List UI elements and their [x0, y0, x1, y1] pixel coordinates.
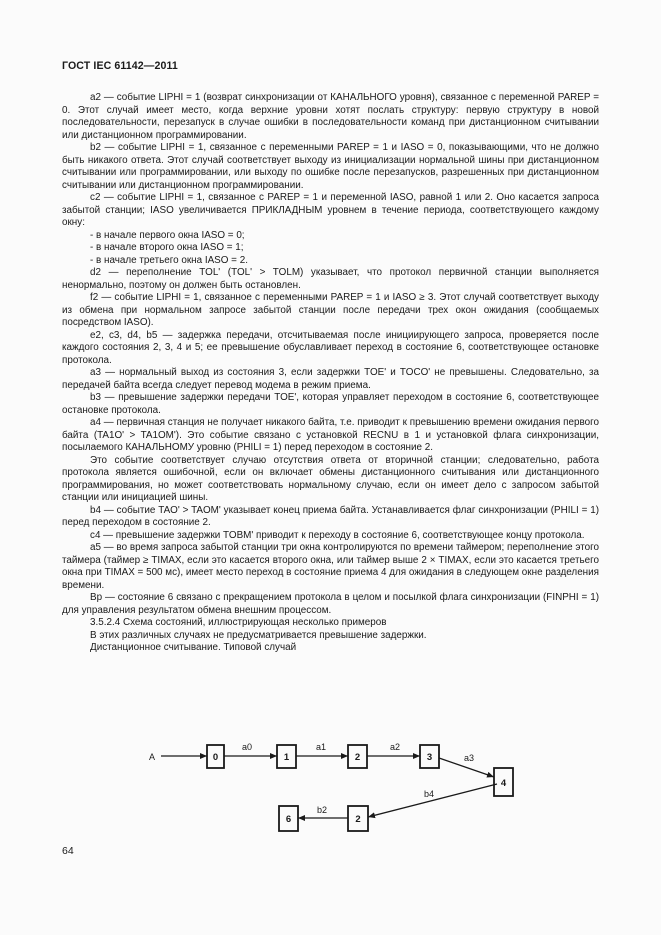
transition-label: a0 — [242, 742, 253, 752]
section-heading: 3.5.2.4 Схема состояний, иллюстрирующая несколько примеров — [90, 617, 387, 628]
list-item: - в начале первого окна IASO = 0; — [90, 229, 245, 241]
state-label: 2 — [354, 752, 361, 763]
document-header: ГОСТ IEC 61142—2011 — [62, 60, 178, 72]
state-label: 0 — [212, 752, 219, 763]
transition-label: b4 — [424, 789, 435, 799]
list-item: - в начале второго окна IASO = 1; — [90, 242, 244, 253]
paragraph-b4: b4 — событие TAO' > TAOM' указывает конец приема байта. Устанавливается флаг синхронизации (PHILI = 1) перед переходом в состояние 2. — [62, 504, 599, 528]
paragraph-a5: a5 — во время запроса забытой станции три окна контролируются по времени таймером; переполнение этого таймера (таймер ≥ TIMAX, если это касается второго окна, или таймер выше 2 × TIMAX, если это касается третьего окна при TIMAX = 500 мс), имеет место переход в состояние приема 4 для ожидания в следующем окне разделения времени. — [62, 542, 599, 591]
transition-label: a1 — [316, 742, 327, 752]
transition-label: a2 — [390, 742, 401, 752]
paragraph-a3: a3 — нормальный выход из состояния 3, если задержки TOE' и TOCO' не превышены. Следовательно, за передачей байта всегда следует перевод модема в режим приема. — [62, 367, 599, 391]
paragraph-c4: c4 — превышение задержки TOBM' приводит к переходу в состояние 6, соответствующее концу протокола. — [90, 529, 585, 541]
paragraph-a2: a2 — событие LIPHI = 1 (возврат синхронизации от КАНАЛЬНОГО уровня), связанное с переменной PAREP = 0. Этот случай имеет место, когда верхние уровни хотят послать структуру: первую структуру в новой последовательности, перезапуск в случае ошибки в последовательности команд при дистанционном считывании или дистанционном программировании. — [62, 92, 599, 141]
paragraph-bp: Bp — состояние 6 связано с прекращением протокола в целом и посылкой флага синхронизации (FINPHI = 1) для управления результатом обмена внешним процессом. — [62, 592, 599, 616]
paragraph-f2: f2 — событие LIPHI = 1, связанное с переменными PAREP = 1 и IASO ≥ 3. Этот случай соответствует выходу из обмена при нормальном запросе забытой станции после передачи трех окон ожидания (сообщаемых посредством IASO). — [62, 292, 599, 328]
paragraph-a4: a4 — первичная станция не получает никакого байта, т.е. приводит к превышению времени ожидания первого байта (TA1O' > TA1OM'). Это событие связано с установкой RECNU в 1 и установкой флага синхронизации, посылаемого КАНАЛЬНОМУ уровню (PHILI = 1) перед переходом в состояние 2. — [62, 417, 599, 453]
state-label: 1 — [283, 752, 290, 763]
transition-label: a3 — [464, 753, 475, 763]
paragraph-a4-note: Это событие соответствует случаю отсутствия ответа от вторичной станции; следовательно, работа протокола является ошибочной, если он включает обмены дистанционного считывания или дистанционного программирования, но может соответствовать нормальному случаю, если он имеет дело с запросом забытой станции или инициацией шины. — [62, 454, 599, 503]
transition-label: b2 — [317, 805, 328, 815]
paragraph-b2: b2 — событие LIPHI = 1, связанное с переменными PAREP = 1 и IASO = 0, показывающими, что не должно быть никакого ответа. Этот случай соответствует выходу из инициализации нормальной шины при дистанционном считывании или программировании, или выходу по ошибке после перезапусков, разрешенных при дистанционном считывании или дистанционном программировании. — [62, 142, 599, 191]
paragraph-b3: b3 — превышение задержки передачи TOE', которая управляет переходом в состояние 6, соответствующее остановке протокола. — [62, 392, 599, 416]
paragraph-c2: c2 — событие LIPHI = 1, связанное с PAREP = 1 и переменной IASO, равной 1 или 2. Оно касается запроса забытой станции; IASO увеличивается ПРИКЛАДНЫМ уровнем в течение периода, соответствующего каждому окну: — [62, 192, 599, 228]
start-label: A — [149, 752, 156, 762]
state-label: 4 — [500, 778, 507, 789]
diagram-caption: Дистанционное считывание. Типовой случай — [90, 642, 297, 653]
list-item: - в начале третьего окна IASO = 2. — [90, 254, 248, 266]
state-label: 3 — [426, 752, 433, 763]
state-label: 2 — [355, 814, 361, 825]
page-number: 64 — [62, 845, 74, 857]
paragraph-e2: e2, c3, d4, b5 — задержка передачи, отсчитываемая после инициирующего запроса, проверяется после каждого состояния 2, 3, 4 и 5; ее превышение обуславливает переход в состояние 6, соответствующее остановке протокола. — [62, 329, 599, 366]
paragraph-d2: d2 — переполнение TOL' (TOL' > TOLM) указывает, что протокол первичной станции выполняется ненормально, поэтому он должен быть остановлен. — [62, 267, 599, 291]
paragraph-note: В этих различных случаях не предусматривается превышение задержки. — [90, 629, 427, 641]
state-label: 6 — [285, 814, 292, 825]
